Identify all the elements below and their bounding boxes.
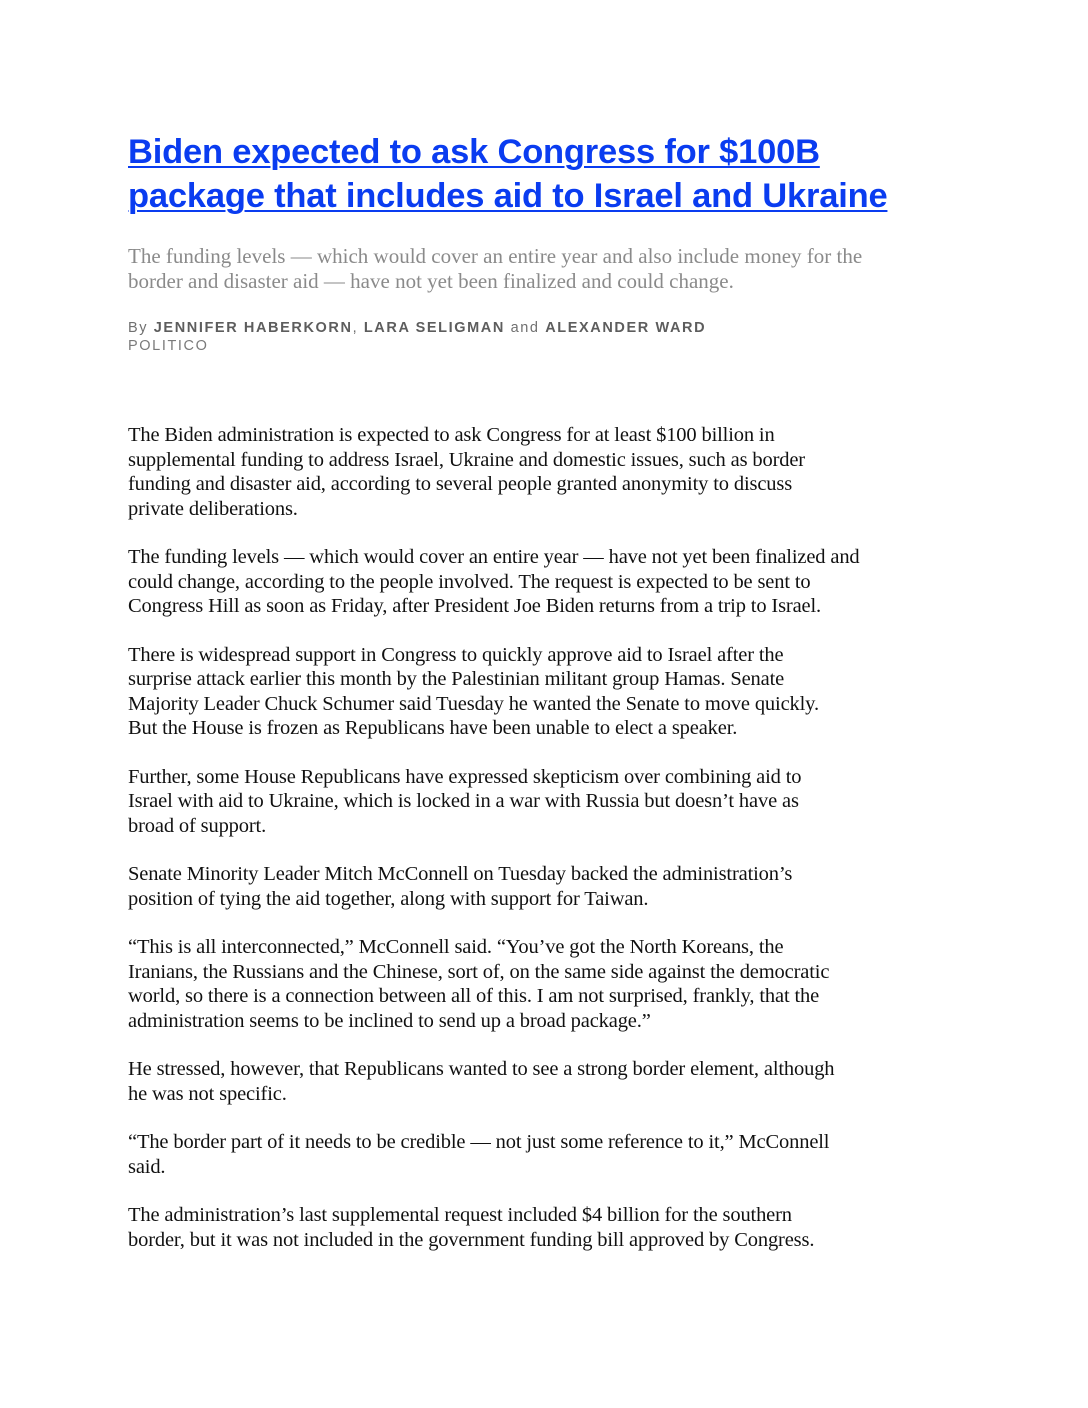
paragraph-line: Iranians, the Russians and the Chinese, sort of, on the same side against the democratic	[128, 960, 830, 983]
byline-author: ALEXANDER WARD	[545, 320, 707, 336]
paragraph-line: There is widespread support in Congress to quickly approve aid to Israel after the	[128, 643, 784, 666]
byline-conjunction: and	[510, 320, 540, 336]
article-body	[128, 423, 968, 1252]
headline-line[interactable]: Biden expected to ask Congress for $100B	[128, 133, 820, 171]
headline-line[interactable]: package that includes aid to Israel and Ukraine	[128, 177, 888, 215]
paragraph-line: could change, according to the people involved. The request is expected to be sent to	[128, 570, 811, 593]
paragraph-line: he was not specific.	[128, 1082, 287, 1105]
article-page	[128, 130, 968, 1276]
body-paragraph	[128, 862, 968, 911]
body-paragraph	[128, 1057, 968, 1106]
byline-prefix: By	[128, 320, 149, 336]
paragraph-line: said.	[128, 1155, 166, 1178]
paragraph-line: funding and disaster aid, according to several people granted anonymity to discuss	[128, 473, 793, 495]
paragraph-line: surprise attack earlier this month by the Palestinian militant group Hamas. Senate	[128, 668, 785, 690]
paragraph-line: position of tying the aid together, along with support for Taiwan.	[128, 887, 649, 910]
paragraph-line: The administration’s last supplemental request included $4 billion for the southern	[128, 1204, 792, 1226]
paragraph-line: Congress Hill as soon as Friday, after President Joe Biden returns from a trip to Israel.	[128, 595, 821, 617]
paragraph-line: world, so there is a connection between all of this. I am not surprised, frankly, that the	[128, 985, 820, 1007]
paragraph-line: Senate Minority Leader Mitch McConnell on Tuesday backed the administration’s	[128, 863, 793, 885]
paragraph-line: The funding levels — which would cover an entire year — have not yet been finalized and	[128, 546, 860, 568]
dek-line: The funding levels — which would cover an entire year and also include money for the	[128, 244, 863, 268]
paragraph-line: “This is all interconnected,” McConnell said. “You’ve got the North Koreans, the	[128, 936, 784, 958]
body-paragraph	[128, 765, 968, 839]
paragraph-line: “The border part of it needs to be credible — not just some reference to it,” McConnell	[128, 1131, 830, 1153]
byline-author: JENNIFER HABERKORN	[153, 320, 353, 336]
paragraph-line: But the House is frozen as Republicans have been unable to elect a speaker.	[128, 717, 738, 739]
paragraph-line: border, but it was not included in the government funding bill approved by Congress.	[128, 1228, 815, 1251]
paragraph-line: administration seems to be inclined to send up a broad package.”	[128, 1009, 651, 1032]
paragraph-line: broad of support.	[128, 814, 267, 837]
paragraph-line: supplemental funding to address Israel, Ukraine and domestic issues, such as border	[128, 448, 805, 471]
publication-name: POLITICO	[128, 338, 209, 354]
paragraph-line: Further, some House Republicans have expressed skepticism over combining aid to	[128, 765, 802, 788]
paragraph-line: Israel with aid to Ukraine, which is locked in a war with Russia but doesn’t have as	[128, 790, 799, 812]
paragraph-line: He stressed, however, that Republicans wanted to see a strong border element, although	[128, 1058, 835, 1080]
byline-separator: ,	[352, 320, 359, 336]
body-paragraph	[128, 423, 968, 521]
byline	[128, 319, 968, 337]
body-paragraph	[128, 1203, 968, 1252]
body-paragraph	[128, 1130, 968, 1179]
byline-author: LARA SELIGMAN	[363, 320, 505, 336]
paragraph-line: Majority Leader Chuck Schumer said Tuesday he wanted the Senate to move quickly.	[128, 692, 819, 715]
dek-line: border and disaster aid — have not yet been finalized and could change.	[128, 269, 734, 293]
paragraph-line: private deliberations.	[128, 497, 298, 520]
article-headline-link[interactable]	[128, 130, 968, 218]
article-dek	[128, 244, 968, 294]
body-paragraph	[128, 935, 968, 1033]
body-paragraph	[128, 545, 968, 619]
paragraph-line: The Biden administration is expected to ask Congress for at least $100 billion in	[128, 424, 775, 446]
body-paragraph	[128, 643, 968, 741]
